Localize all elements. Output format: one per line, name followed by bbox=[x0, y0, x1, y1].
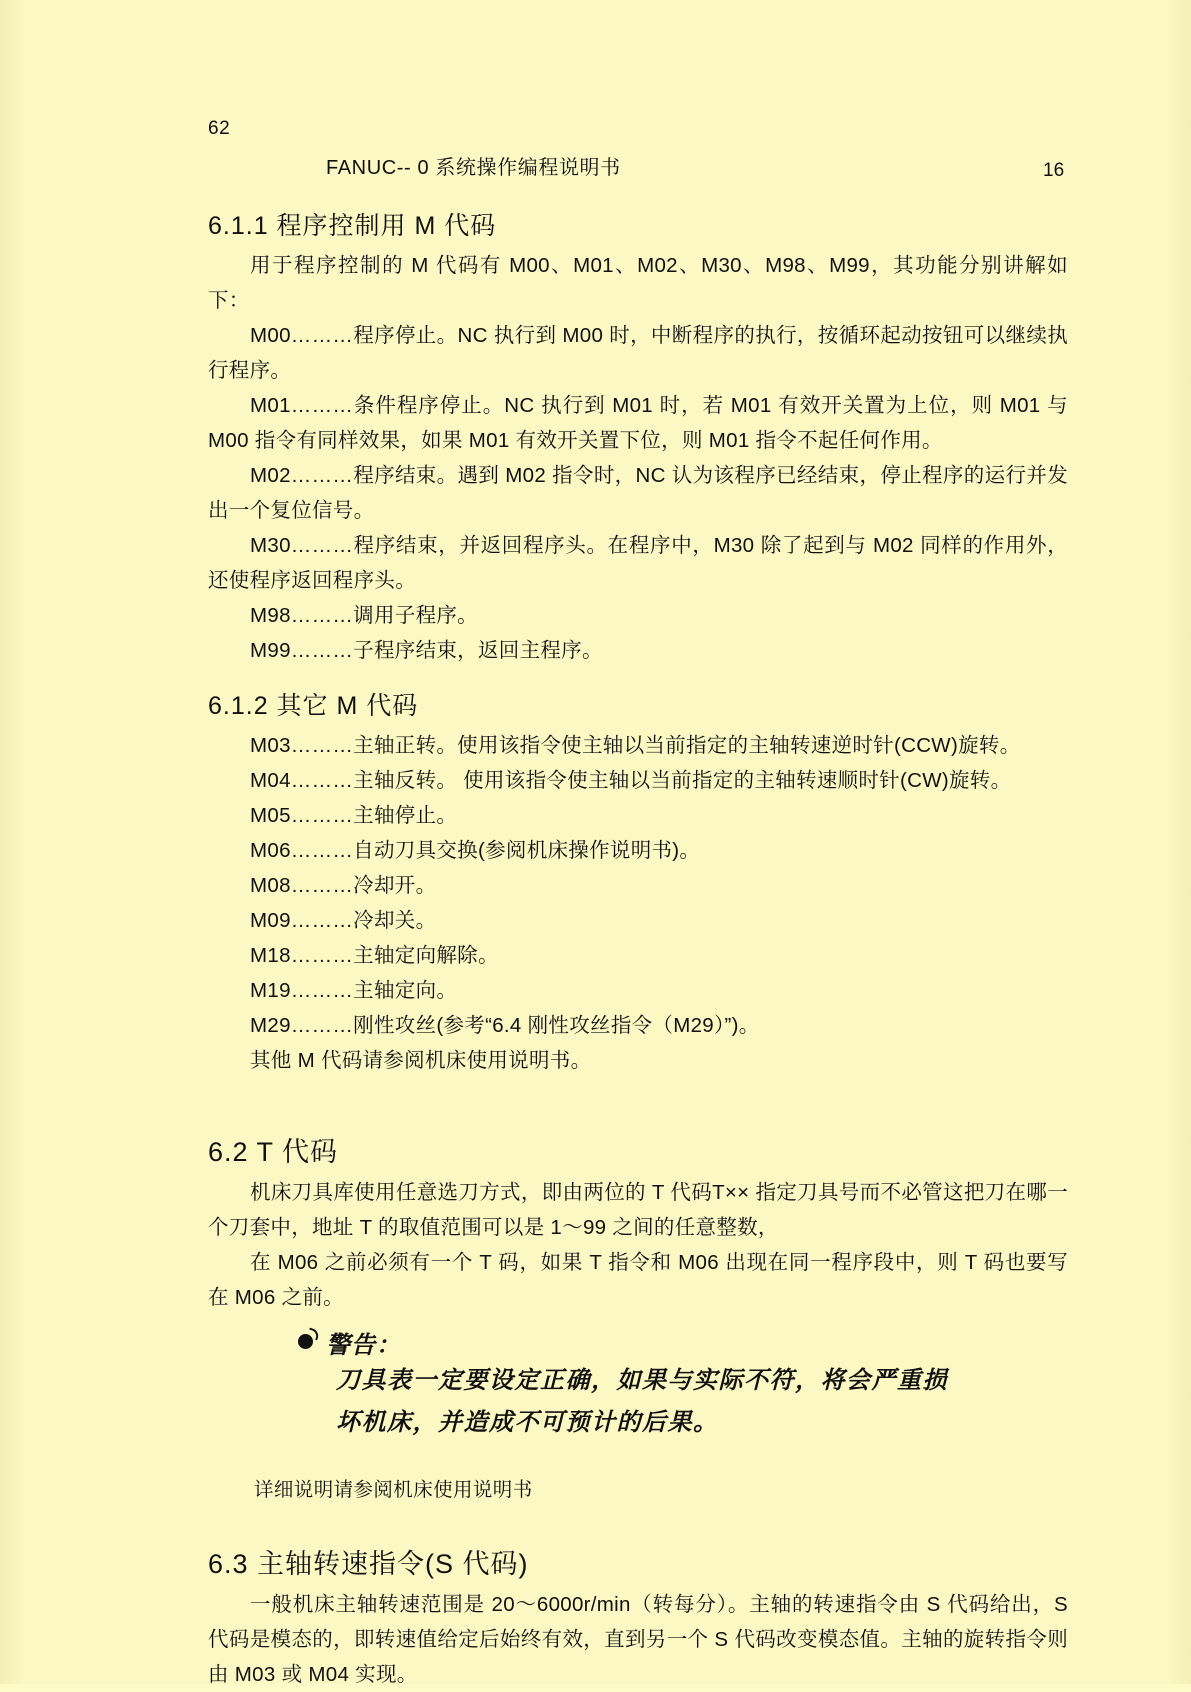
section-heading-6-3: 6.3 主轴转速指令(S 代码) bbox=[208, 1549, 529, 1579]
section-heading-6-1-1: 6.1.1 程序控制用 M 代码 bbox=[208, 212, 497, 240]
list-item: M05………主轴停止。 bbox=[250, 804, 458, 827]
page-header bbox=[208, 118, 1068, 188]
list-item: M08………冷却开。 bbox=[250, 874, 437, 897]
paragraph-6-1-1-intro: 用于程序控制的 M 代码有 M00、M01、M02、M30、M98、M99，其功能分别讲解如下： bbox=[208, 254, 1068, 312]
folio-right: 16 bbox=[1043, 160, 1065, 181]
paragraph-6-3-1: 一般机床主轴转速范围是 20～6000r/min（转每分）。主轴的转速指令由 S 代码给出，S 代码是模态的，即转速值给定后始终有效，直到另一个 S 代码改变模态值。主轴的旋转指令则由 M03 或 M04 实现。 bbox=[208, 1593, 1068, 1686]
list-item: M09………冷却关。 bbox=[250, 909, 437, 932]
list-item: M19………主轴定向。 bbox=[250, 979, 458, 1002]
warning-block bbox=[208, 1325, 1068, 1444]
paragraph-m99: M99………子程序结束，返回主程序。 bbox=[250, 639, 603, 662]
paragraph-m98: M98………调用子程序。 bbox=[250, 604, 478, 627]
m-code-list bbox=[208, 728, 1068, 1078]
running-head: FANUC-- 0 系统操作编程说明书 bbox=[326, 157, 621, 179]
paragraph-m01: M01………条件程序停止。NC 执行到 M01 时，若 M01 有效开关置为上位，则 M01 与 M00 指令有同样效果，如果 M01 有效开关置下位，则 M01 指令不起任何作用。 bbox=[208, 394, 1068, 452]
section-heading-6-1-2: 6.1.2 其它 M 代码 bbox=[208, 692, 419, 720]
list-item: M18………主轴定向解除。 bbox=[250, 944, 499, 967]
warning-line-1: 刀具表一定要设定正确，如果与实际不符，将会严重损 bbox=[336, 1367, 948, 1394]
paragraph-m02: M02………程序结束。遇到 M02 指令时，NC 认为该程序已经结束，停止程序的运行并发出一个复位信号。 bbox=[208, 464, 1068, 522]
warning-body bbox=[208, 1360, 1068, 1444]
warning-title-text: 警告： bbox=[326, 1332, 401, 1359]
page-content bbox=[208, 118, 1068, 1692]
list-item: 其他 M 代码请参阅机床使用说明书。 bbox=[250, 1049, 592, 1072]
paragraph-m30: M30………程序结束，并返回程序头。在程序中，M30 除了起到与 M02 同样的作用外，还使程序返回程序头。 bbox=[208, 534, 1068, 592]
paragraph-m00: M00………程序停止。NC 执行到 M00 时，中断程序的执行，按循环起动按钮可以继续执行程序。 bbox=[208, 324, 1068, 382]
list-item: M06………自动刀具交换(参阅机床操作说明书)。 bbox=[250, 839, 701, 862]
list-item: M29………刚性攻丝(参考“6.4 刚性攻丝指令（M29）”)。 bbox=[250, 1014, 760, 1037]
paragraph-6-2-2: 在 M06 之前必须有一个 T 码，如果 T 指令和 M06 出现在同一程序段中，则 T 码也要写在 M06 之前。 bbox=[208, 1251, 1068, 1309]
list-item: M04………主轴反转。 使用该指令使主轴以当前指定的主轴转速顺时针(CW)旋转。 bbox=[250, 769, 1012, 792]
section-heading-6-2: 6.2 T 代码 bbox=[208, 1137, 339, 1167]
note-text: 详细说明请参阅机床使用说明书 bbox=[254, 1479, 533, 1501]
paragraph-6-2-1: 机床刀具库使用任意选刀方式，即由两位的 T 代码T×× 指定刀具号而不必管这把刀在哪一个刀套中，地址 T 的取值范围可以是 1～99 之间的任意整数， bbox=[208, 1181, 1068, 1239]
folio-left: 62 bbox=[208, 118, 231, 139]
list-item: M03………主轴正转。使用该指令使主轴以当前指定的主轴转速逆时针(CCW)旋转。 bbox=[250, 734, 1021, 757]
bomb-icon bbox=[298, 1331, 315, 1348]
warning-line-2: 坏机床，并造成不可预计的后果。 bbox=[336, 1409, 719, 1436]
warning-title bbox=[208, 1325, 1068, 1360]
